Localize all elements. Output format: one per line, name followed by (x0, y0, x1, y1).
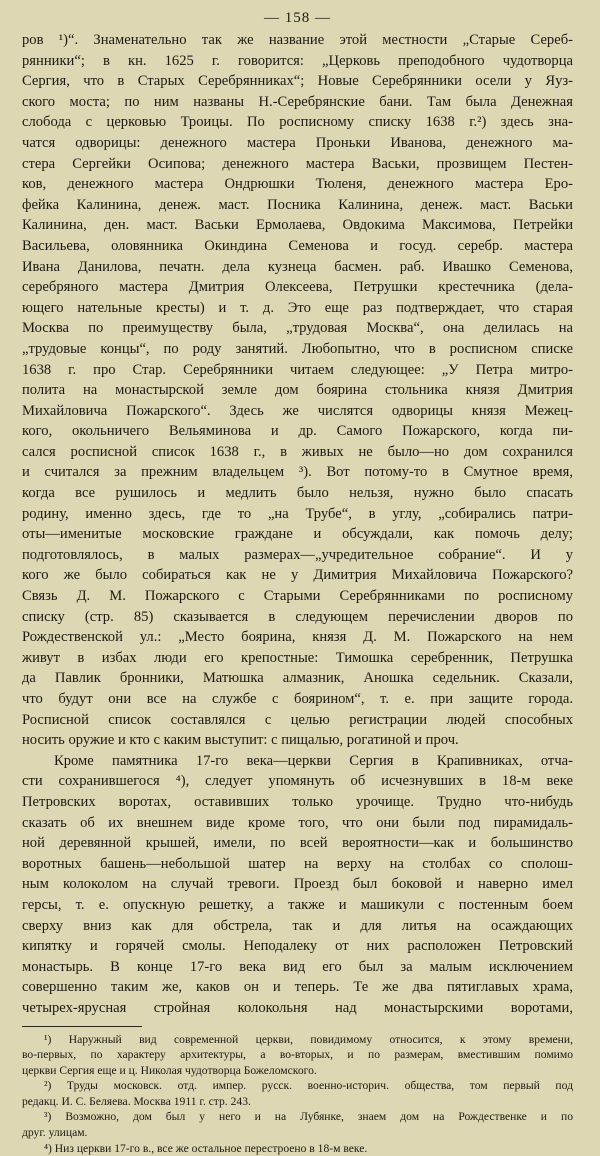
text-line: носить оружие и кто с каким выступит: с пищалью, рогатиной и проч. (22, 730, 573, 751)
text-line: Росписной список составлялся с целью регистрации людей способных (22, 710, 573, 731)
text-line: герсы, т. е. опускную решетку, а также и машикули с постенным боем (22, 895, 573, 916)
text-line: „трудовые концы“, по роду занятий. Любопытно, что в росписном списке (22, 339, 573, 360)
text-line: полита на монастырской земле дом боярина стольника князя Дмитрия (22, 380, 573, 401)
footnotes (22, 1032, 573, 1156)
text-line: фейка Калинина, денеж. маст. Посника Калинина, денеж. маст. Васьки (22, 195, 573, 216)
main-text (22, 30, 573, 1019)
text-line: серебряного мастера Дмитрия Олексеева, Петрушки крестечника (дела- (22, 277, 573, 298)
text-line: рянники“; в кн. 1625 г. говорится: „Церковь преподобного чудотворца (22, 51, 573, 72)
text-line: ющего нательные кресты) и т. д. Это еще раз подтверждает, что старая (22, 298, 573, 319)
text-line: Сергия, что в Старых Серебрянниках“; Новые Серебрянники осели у Яуз- (22, 71, 573, 92)
footnote-line: ²) Труды московск. отд. импер. русск. военно-историч. общества, том первый под (22, 1078, 573, 1094)
text-line: Калинина, ден. маст. Васьки Ермолаева, Овдокима Максимова, Петрейки (22, 215, 573, 236)
text-line: Кроме памятника 17-го века—церкви Сергия в Крапивниках, отча- (22, 751, 573, 772)
text-line: ным колоколом на случай тревоги. Проезд был боковой и наверно имел (22, 874, 573, 895)
text-line: стера Сергейки Осипова; денежного мастера Васьки, прозвищем Пестен- (22, 154, 573, 175)
text-line: совершенно таким же, каков он и теперь. Те же два пятиглавых храма, (22, 977, 573, 998)
footnote-divider (22, 1026, 142, 1027)
text-line: да Павлик бронники, Матюшка алмазник, Аношка седельник. Сказали, (22, 668, 573, 689)
footnote-line: во-первых, по характеру архитектуры, а во-вторых, и по размерам, вместившим помимо (22, 1047, 573, 1063)
footnote-line: редакц. И. С. Беляева. Москва 1911 г. стр. 243. (22, 1094, 573, 1110)
text-line: когда все рушилось и медлить было нельзя, нужно было спасать (22, 483, 573, 504)
footnote-line: церкви Сергия еще и ц. Николая чудотворца Божеломского. (22, 1063, 573, 1079)
text-line: монастырь. В конце 17-го века вид его был за малым исключением (22, 957, 573, 978)
text-line: подготовлялось, в малых размерах—„учредительное собрание“. И у (22, 545, 573, 566)
text-line: сказать об их внешнем виде кроме того, что они были под пирамидаль- (22, 813, 573, 834)
text-line: сти сохранившегося ⁴), следует упомянуть об исчезнувших в 18-м веке (22, 771, 573, 792)
text-line: Васильева, оловянника Окиндина Семенова и госуд. серебр. мастера (22, 236, 573, 257)
text-line: что будут они все на службе с боярином“, т. е. при защите города. (22, 689, 573, 710)
text-line: воротных башень—небольшой шатер на верху на столбах со сполош- (22, 854, 573, 875)
text-line: списку (стр. 85) сказывается в следующем перечислении дворов по (22, 607, 573, 628)
text-line: Ивана Данилова, печатн. дела кузнеца басмен. раб. Ивашко Семенова, (22, 257, 573, 278)
text-line: кого, окольничего Вельяминова и др. Самого Пожарского, когда пи- (22, 421, 573, 442)
text-line: чатся одворицы: денежного мастера Проньки Иванова, денежного ма- (22, 133, 573, 154)
footnote-line: ⁴) Низ церкви 17-го в., все же остальное перестроено в 18-м веке. (22, 1141, 573, 1156)
text-line: слобода с церковью Троицы. По росписному списку 1638 г.²) здесь зна- (22, 112, 573, 133)
text-line: кипятку и горячей смолы. Неподалеку от них расположен Петровский (22, 936, 573, 957)
text-line: ной деревянной крышей, имели, по всей вероятности—как и большинство (22, 833, 573, 854)
text-line: Петровских воротах, оставивших только урочище. Трудно что-нибудь (22, 792, 573, 813)
text-line: ков, денежного мастера Ондрюшки Тюленя, денежного мастера Еро- (22, 174, 573, 195)
text-line: 1638 г. про Стар. Серебрянники читаем следующее: „У Петра митро- (22, 360, 573, 381)
text-line: родину, именно здесь, где то „на Трубе“, в углу, „собирались патри- (22, 504, 573, 525)
text-line: Москва по преимуществу была, „трудовая Москва“, она делилась на (22, 318, 573, 339)
text-line: ского моста; по ним названы Н.-Серебрянские бани. Там была Денежная (22, 92, 573, 113)
text-line: ров ¹)“. Знаменательно так же название этой местности „Старые Сереб- (22, 30, 573, 51)
text-line: сался росписной список 1638 г., в живых не было—но дом сохранился (22, 442, 573, 463)
text-line: сверху вниз как для обстрела, так и для литья на осаждающих (22, 916, 573, 937)
text-line: Связь Д. М. Пожарского с Старыми Серебрянниками по росписному (22, 586, 573, 607)
text-line: Рождественской ул.: „Место боярина, князя Д. М. Пожарского на нем (22, 627, 573, 648)
text-line: живут в избах люди его крепостные: Тимошка серебренник, Петрушка (22, 648, 573, 669)
footnote-line: ³) Возможно, дом был у него и на Лубянке, знаем дом на Рождественке и по (22, 1109, 573, 1125)
text-line: оты—именитые московские граждане и обсуждали, как помочь делу; (22, 524, 573, 545)
footnote-line: друг. улицам. (22, 1125, 573, 1141)
text-line: кого же было собираться как не у Димитрия Михайловича Пожарского? (22, 565, 573, 586)
page-number: — 158 — (22, 6, 573, 30)
text-line: Михайловича Пожарского“. Здесь же числятся одворицы князя Межец- (22, 401, 573, 422)
text-line: четырех-ярусная стройная колокольня над монастырскими воротами, (22, 998, 573, 1019)
footnote-line: ¹) Наружный вид современной церкви, повидимому относится, к этому времени, (22, 1032, 573, 1048)
text-line: и считался за прежним владельцем ³). Вот потому-то в Смутное время, (22, 462, 573, 483)
